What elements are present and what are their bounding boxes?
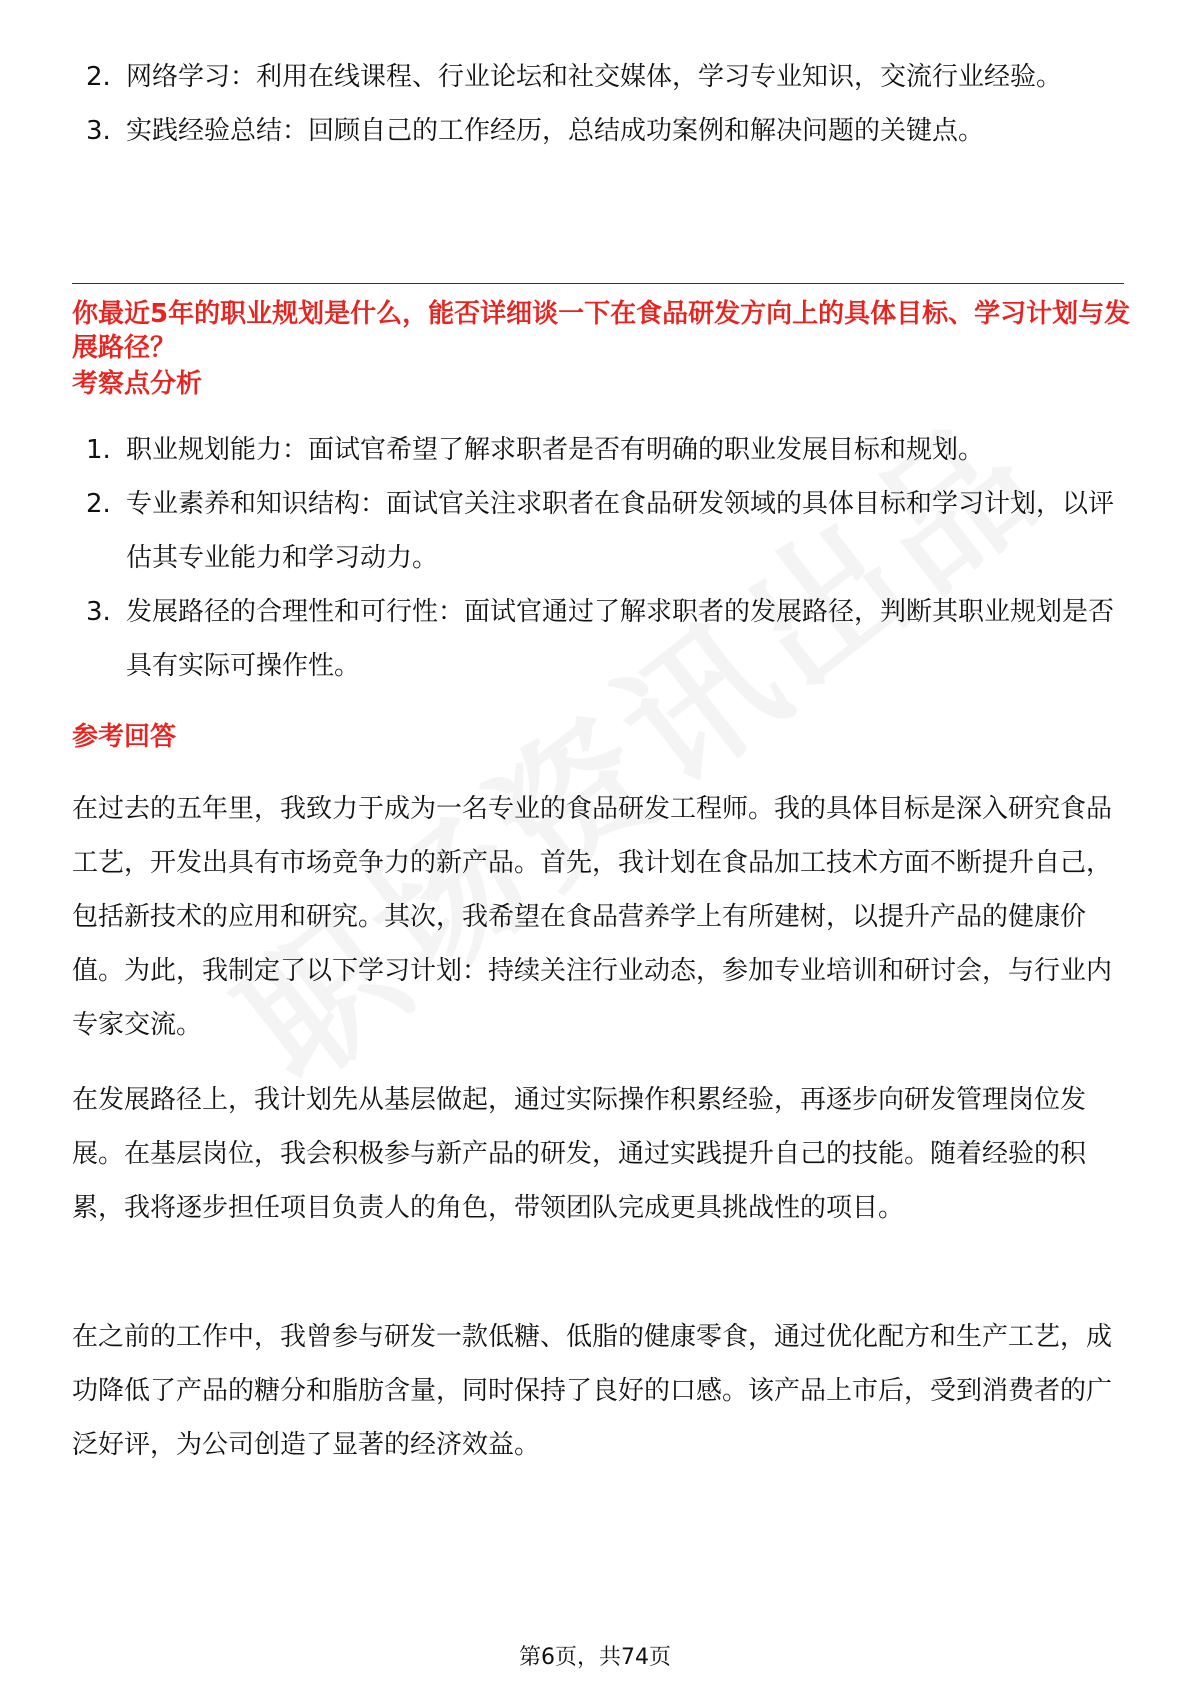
page-footer: 第6页，共74页 (519, 1645, 671, 1670)
top-list (86, 50, 1126, 158)
question-heading: 你最近5年的职业规划是什么，能否详细谈一下在食品研发方向上的具体目标、学习计划与发展路径？ (72, 299, 1131, 363)
list-text: 实践经验总结：回顾自己的工作经历，总结成功案例和解决问题的关键点。 (126, 116, 985, 146)
analysis-list (86, 423, 1126, 693)
list-item (86, 423, 1126, 477)
list-item (86, 104, 1126, 158)
list-number: 3. (86, 116, 111, 146)
answer-heading: 参考回答 (72, 722, 177, 752)
list-item (86, 585, 1126, 693)
list-number: 1. (86, 435, 111, 465)
list-number: 2. (86, 62, 111, 92)
list-number: 2. (86, 489, 111, 519)
list-text: 发展路径的合理性和可行性：面试官通过了解求职者的发展路径，判断其职业规划是否具有实际可操作性。 (126, 597, 1115, 681)
list-text: 职业规划能力：面试官希望了解求职者是否有明确的职业发展目标和规划。 (126, 435, 985, 465)
section-divider (72, 283, 1124, 284)
answer-paragraph: 在之前的工作中，我曾参与研发一款低糖、低脂的健康零食，通过优化配方和生产工艺，成功降低了产品的糖分和脂肪含量，同时保持了良好的口感。该产品上市后，受到消费者的广泛好评，为公司创造了显著的经济效益。 (72, 1322, 1113, 1460)
answer-paragraph: 在发展路径上，我计划先从基层做起，通过实际操作积累经验，再逐步向研发管理岗位发展。在基层岗位，我会积极参与新产品的研发，通过实践提升自己的技能。随着经验的积累，我将逐步担任项目负责人的角色，带领团队完成更具挑战性的项目。 (72, 1085, 1087, 1223)
analysis-heading: 考察点分析 (72, 369, 203, 399)
list-item (86, 477, 1126, 585)
list-item (86, 50, 1126, 104)
list-text: 专业素养和知识结构：面试官关注求职者在食品研发领域的具体目标和学习计划，以评估其专业能力和学习动力。 (126, 489, 1115, 573)
list-text: 网络学习：利用在线课程、行业论坛和社交媒体，学习专业知识，交流行业经验。 (126, 62, 1063, 92)
answer-paragraph: 在过去的五年里，我致力于成为一名专业的食品研发工程师。我的具体目标是深入研究食品工艺，开发出具有市场竞争力的新产品。首先，我计划在食品加工技术方面不断提升自己，包括新技术的应用和研究。其次，我希望在食品营养学上有所建树，以提升产品的健康价值。为此，我制定了以下学习计划：持续关注行业动态，参加专业培训和研讨会，与行业内专家交流。 (72, 794, 1113, 1040)
list-number: 3. (86, 597, 111, 627)
